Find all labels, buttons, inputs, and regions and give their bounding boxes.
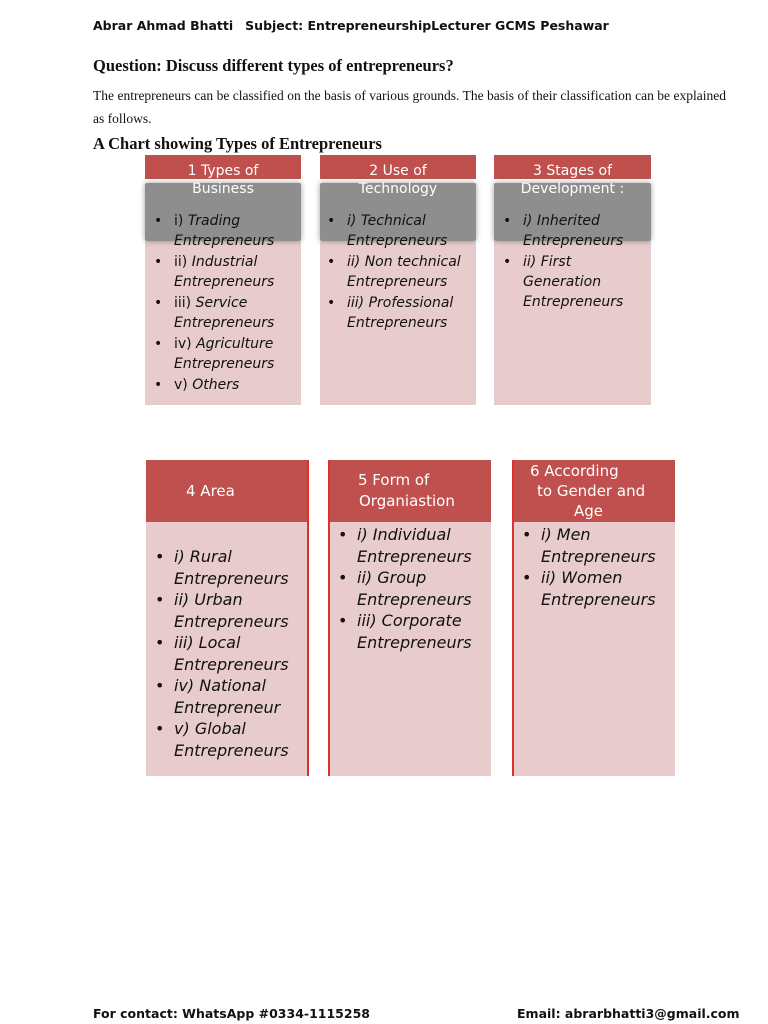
list-item: • i) Rural Entrepreneurs [155, 546, 307, 589]
box-title-line: 4 Area [186, 482, 235, 500]
box-title-line: Technology [358, 181, 438, 197]
box-edge-line [307, 460, 309, 776]
box-gender-and-age [514, 460, 675, 776]
box-edge-line [512, 460, 514, 776]
box-item-list [154, 211, 299, 396]
list-item: • iii) Service Entrepreneurs [154, 293, 299, 333]
list-item: • ii) Non technical Entrepreneurs [327, 252, 475, 292]
list-item: • ii) Industrial Entrepreneurs [154, 252, 299, 292]
box-item-list [522, 524, 675, 610]
list-item: • i) Trading Entrepreneurs [154, 211, 299, 251]
list-item: • i) Technical Entrepreneurs [327, 211, 475, 251]
list-item: • ii) Women Entrepreneurs [522, 567, 675, 610]
list-item: • v) Others [154, 375, 299, 395]
box-title-line: Business [192, 181, 254, 197]
footer-email: Email: abrarbhatti3@gmail.com [517, 1006, 740, 1021]
box-header [145, 155, 301, 179]
list-item: • i) Men Entrepreneurs [522, 524, 675, 567]
author-name: Abrar Ahmad Bhatti [93, 18, 234, 33]
box-item-list [327, 211, 475, 334]
box-area [146, 460, 307, 776]
box-types-of-business [145, 155, 301, 405]
list-item: • iv) National Entrepreneur [155, 675, 307, 718]
list-item: • iii) Professional Entrepreneurs [327, 293, 475, 333]
box-header [494, 155, 651, 179]
list-item: • iv) Agriculture Entrepreneurs [154, 334, 299, 374]
box-header [146, 460, 307, 522]
list-item: • iii) Local Entrepreneurs [155, 632, 307, 675]
box-title-line: 1 Types of [187, 163, 259, 179]
box-title-line: Development : [520, 181, 625, 197]
box-use-of-technology [320, 155, 476, 405]
page-header [93, 18, 609, 33]
list-item: • v) Global Entrepreneurs [155, 718, 307, 761]
chart-title: A Chart showing Types of Entrepreneurs [93, 134, 382, 153]
list-item: • ii) Group Entrepreneurs [338, 567, 491, 610]
box-header [330, 460, 491, 522]
box-edge-line [328, 460, 330, 776]
list-item: • i) Individual Entrepreneurs [338, 524, 491, 567]
box-stages-of-development [494, 155, 651, 405]
subject-line: Subject: EntrepreneurshipLecturer GCMS Peshawar [245, 18, 609, 33]
footer-contact: For contact: WhatsApp #0334-1115258 [93, 1006, 370, 1021]
list-item: • i) Inherited Entrepreneurs [503, 211, 649, 251]
list-item: • ii) First Generation Entrepreneurs [503, 252, 649, 312]
box-form-of-organisation [330, 460, 491, 776]
box-title-line: 5 Form of [358, 471, 430, 489]
box-title-line: 2 Use of [369, 163, 427, 179]
list-item: • iii) Corporate Entrepreneurs [338, 610, 491, 653]
box-title-line: 6 According [530, 462, 619, 480]
box-title-line: 3 Stages of [532, 163, 613, 179]
box-item-list [338, 524, 491, 653]
intro-paragraph: The entrepreneurs can be classified on the basis of various grounds. The basis of their classification can be explained as follows. [93, 88, 726, 126]
box-title-line: Organiastion [359, 492, 455, 510]
box-title-line: to Gender and [537, 482, 646, 500]
box-title-line: Age [574, 502, 604, 520]
box-header [514, 460, 675, 522]
box-item-list [503, 211, 649, 313]
box-item-list [155, 546, 307, 761]
box-header [320, 155, 476, 179]
list-item: • ii) Urban Entrepreneurs [155, 589, 307, 632]
question-heading: Question: Discuss different types of entrepreneurs? [93, 56, 454, 75]
